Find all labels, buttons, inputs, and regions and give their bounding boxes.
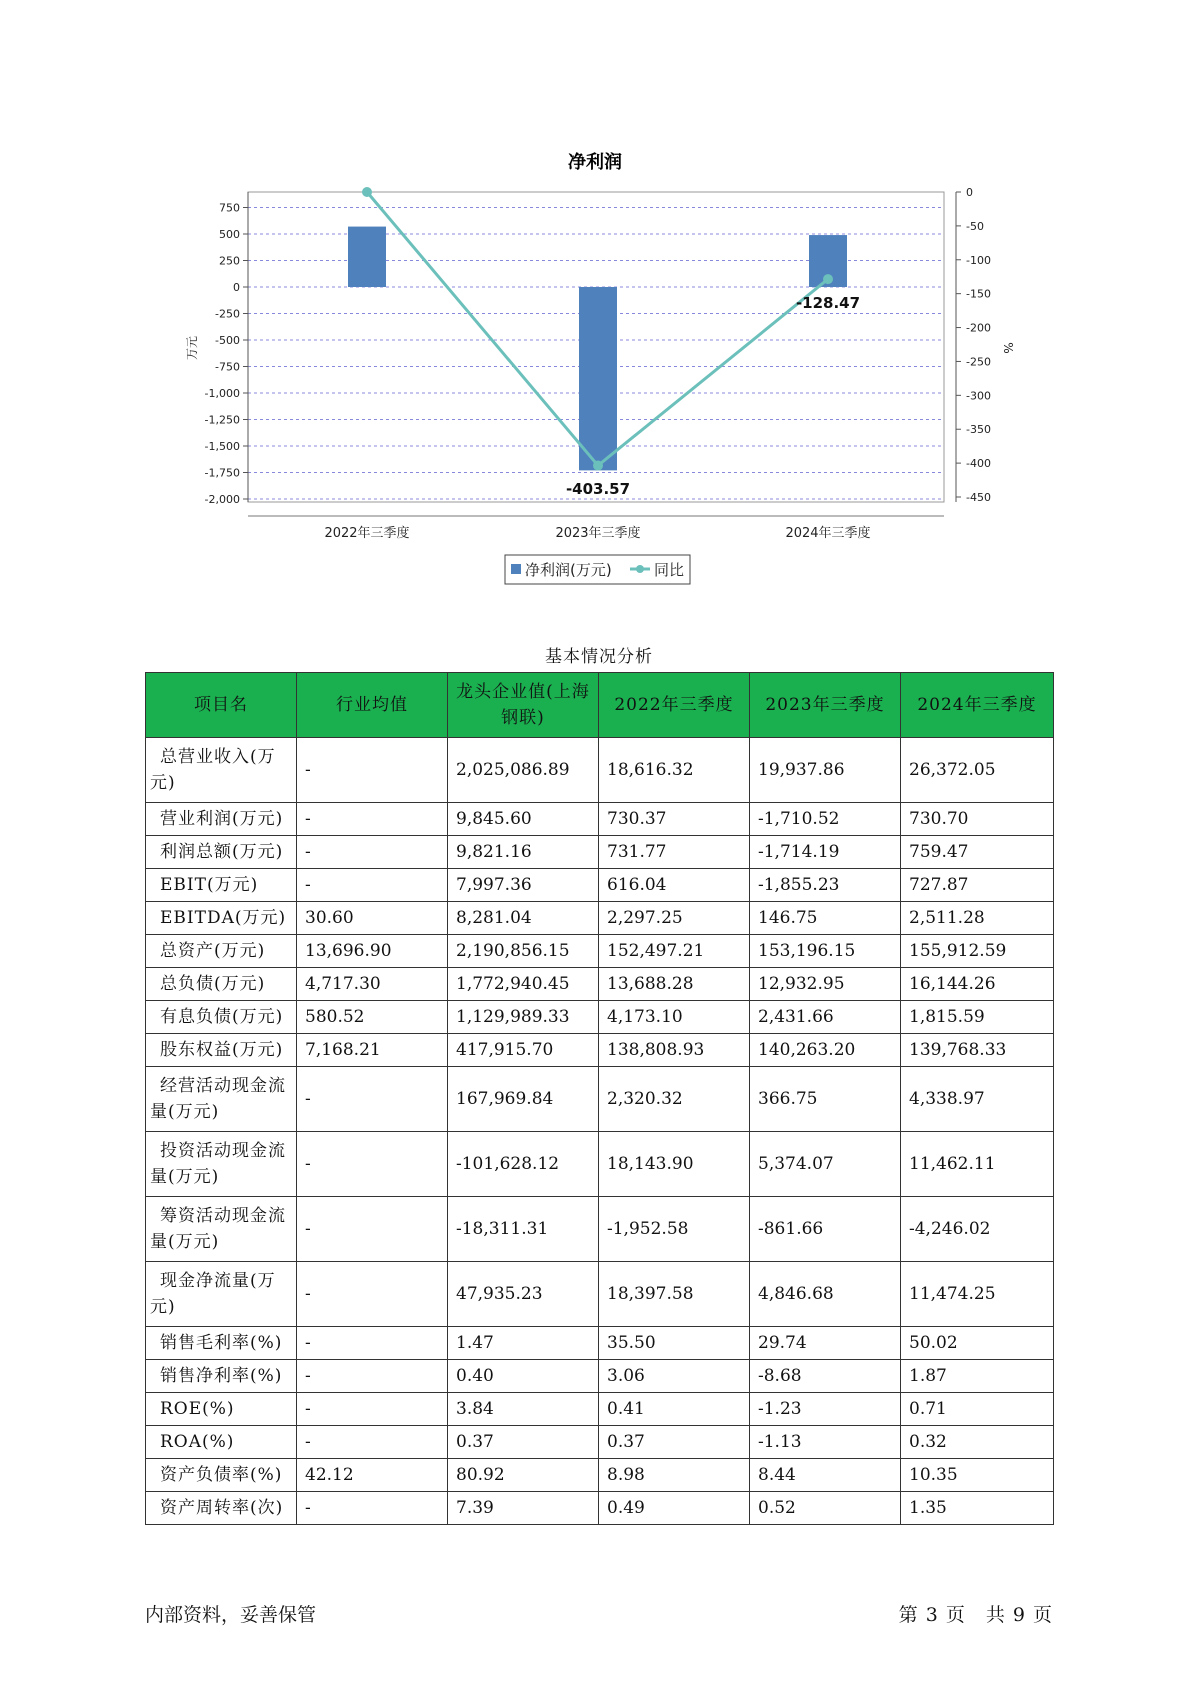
cell-leader-value: 0.37 — [448, 1426, 599, 1459]
cell-leader-value: 9,821.16 — [448, 836, 599, 869]
cell-industry-avg: - — [297, 1262, 448, 1327]
cell-2022q3: 2,297.25 — [599, 902, 750, 935]
row-name: ROA(%) — [160, 1432, 235, 1452]
footer-page-number: 第 3 页 共 9 页 — [898, 1604, 1053, 1626]
cell-2022q3: 13,688.28 — [599, 968, 750, 1001]
table-row — [146, 935, 1054, 968]
header-industry-avg: 行业均值 — [297, 673, 448, 738]
cell-2023q3: 12,932.95 — [750, 968, 901, 1001]
right-tick-label: -300 — [966, 389, 991, 403]
table-row — [146, 1034, 1054, 1067]
cell-2024q3: 11,462.11 — [901, 1132, 1054, 1197]
left-tick-label: -1,750 — [204, 466, 240, 480]
left-tick-label: -1,500 — [204, 440, 240, 453]
cell-2022q3: 138,808.93 — [599, 1034, 750, 1067]
cell-leader-value: 417,915.70 — [448, 1034, 599, 1067]
series-point — [362, 187, 372, 197]
bar — [348, 227, 386, 287]
cell-2023q3: 4,846.68 — [750, 1262, 901, 1327]
row-name: EBITDA(万元) — [160, 908, 287, 928]
cell-industry-avg: - — [297, 1197, 448, 1262]
row-name: 筹资活动现金流量(万元) — [150, 1206, 286, 1252]
row-name: 股东权益(万元) — [160, 1040, 284, 1060]
cell-2023q3: -1,710.52 — [750, 803, 901, 836]
footer-confidential-note: 内部资料，妥善保管 — [145, 1604, 317, 1626]
cell-2022q3: 152,497.21 — [599, 935, 750, 968]
row-name: 销售净利率(%) — [160, 1366, 283, 1386]
cell-2023q3: 19,937.86 — [750, 738, 901, 803]
data-label: -403.57 — [565, 480, 631, 498]
table-row — [146, 1132, 1054, 1197]
cell-leader-value: 80.92 — [448, 1459, 599, 1492]
cell-industry-avg: - — [297, 803, 448, 836]
table-row — [146, 869, 1054, 902]
table-row — [146, 968, 1054, 1001]
cell-industry-avg: - — [297, 1132, 448, 1197]
chart-title: 净利润 — [568, 152, 622, 173]
category-label: 2023年三季度 — [555, 526, 641, 541]
cell-2022q3: 731.77 — [599, 836, 750, 869]
row-name-cell — [146, 869, 297, 902]
cell-2023q3: 2,431.66 — [750, 1001, 901, 1034]
cell-leader-value: 9,845.60 — [448, 803, 599, 836]
cell-2023q3: -861.66 — [750, 1197, 901, 1262]
row-name-cell — [146, 1067, 297, 1132]
cell-2023q3: 8.44 — [750, 1459, 901, 1492]
row-name: 总营业收入(万元) — [150, 747, 276, 793]
basic-analysis-table — [145, 672, 1054, 1525]
row-name-cell — [146, 1393, 297, 1426]
cell-2022q3: 616.04 — [599, 869, 750, 902]
cell-leader-value: 8,281.04 — [448, 902, 599, 935]
cell-leader-value: 47,935.23 — [448, 1262, 599, 1327]
cell-2022q3: 18,143.90 — [599, 1132, 750, 1197]
row-name: 资产负债率(%) — [160, 1465, 283, 1485]
legend-bar-swatch — [511, 564, 521, 574]
cell-2024q3: 730.70 — [901, 803, 1054, 836]
right-tick-label: -350 — [966, 423, 991, 437]
cell-2023q3: 153,196.15 — [750, 935, 901, 968]
row-name: 销售毛利率(%) — [160, 1333, 283, 1353]
cell-industry-avg: - — [297, 836, 448, 869]
left-tick-label: -1,250 — [204, 413, 240, 427]
legend-bar-label: 净利润(万元) — [525, 561, 612, 579]
cell-industry-avg: - — [297, 1360, 448, 1393]
right-tick-label: 0 — [966, 186, 973, 199]
row-name: EBIT(万元) — [160, 875, 259, 895]
row-name-cell — [146, 1262, 297, 1327]
row-name-cell — [146, 836, 297, 869]
cell-2022q3: 0.41 — [599, 1393, 750, 1426]
cell-2024q3: 11,474.25 — [901, 1262, 1054, 1327]
table-row — [146, 1001, 1054, 1034]
table-caption: 基本情况分析 — [545, 647, 653, 667]
cell-industry-avg: 580.52 — [297, 1001, 448, 1034]
cell-industry-avg: 30.60 — [297, 902, 448, 935]
cell-2024q3: -4,246.02 — [901, 1197, 1054, 1262]
cell-2023q3: -1,855.23 — [750, 869, 901, 902]
cell-2023q3: 366.75 — [750, 1067, 901, 1132]
right-tick-label: -250 — [966, 355, 991, 369]
left-tick-label: 0 — [233, 281, 240, 294]
cell-industry-avg: - — [297, 738, 448, 803]
cell-industry-avg: 13,696.90 — [297, 935, 448, 968]
cell-industry-avg: 4,717.30 — [297, 968, 448, 1001]
cell-2023q3: 5,374.07 — [750, 1132, 901, 1197]
right-tick-label: -450 — [966, 491, 991, 504]
table-row — [146, 836, 1054, 869]
left-tick-label: 500 — [219, 228, 240, 241]
cell-2023q3: 29.74 — [750, 1327, 901, 1360]
cell-2022q3: 0.49 — [599, 1492, 750, 1525]
row-name: 投资活动现金流量(万元) — [150, 1141, 286, 1187]
cell-2024q3: 10.35 — [901, 1459, 1054, 1492]
cell-2024q3: 1.87 — [901, 1360, 1054, 1393]
left-tick-label: -1,000 — [204, 387, 240, 400]
y-axis-label: 万元 — [185, 335, 199, 361]
row-name: 利润总额(万元) — [160, 842, 284, 862]
left-tick-label: -250 — [215, 307, 240, 321]
table-row — [146, 1327, 1054, 1360]
cell-leader-value: 3.84 — [448, 1393, 599, 1426]
right-tick-label: -100 — [966, 253, 991, 267]
left-tick-label: 250 — [219, 254, 240, 268]
row-name-cell — [146, 1426, 297, 1459]
cell-2023q3: 140,263.20 — [750, 1034, 901, 1067]
table-row — [146, 1067, 1054, 1132]
legend-line-label: 同比 — [654, 561, 685, 579]
cell-2022q3: 18,397.58 — [599, 1262, 750, 1327]
table-row — [146, 738, 1054, 803]
row-name: 营业利润(万元) — [160, 809, 284, 829]
bar — [579, 287, 617, 470]
series-point — [823, 274, 833, 284]
cell-industry-avg: - — [297, 1393, 448, 1426]
cell-industry-avg: 7,168.21 — [297, 1034, 448, 1067]
right-tick-label: -200 — [966, 321, 991, 335]
row-name-cell — [146, 935, 297, 968]
right-tick-label: -150 — [966, 287, 991, 301]
left-tick-label: 750 — [219, 201, 240, 215]
cell-2022q3: 18,616.32 — [599, 738, 750, 803]
table-row — [146, 1459, 1054, 1492]
table-row — [146, 902, 1054, 935]
row-name-cell — [146, 902, 297, 935]
row-name-cell — [146, 1492, 297, 1525]
cell-leader-value: -18,311.31 — [448, 1197, 599, 1262]
table-row — [146, 1197, 1054, 1262]
row-name-cell — [146, 803, 297, 836]
cell-industry-avg: - — [297, 1327, 448, 1360]
cell-leader-value: 1,129,989.33 — [448, 1001, 599, 1034]
header-2022q3: 2022年三季度 — [599, 673, 750, 738]
cell-2022q3: 8.98 — [599, 1459, 750, 1492]
cell-2022q3: 730.37 — [599, 803, 750, 836]
header-2024q3: 2024年三季度 — [901, 673, 1054, 738]
category-label: 2022年三季度 — [324, 526, 410, 541]
cell-leader-value: 2,190,856.15 — [448, 935, 599, 968]
cell-2024q3: 155,912.59 — [901, 935, 1054, 968]
row-name-cell — [146, 1327, 297, 1360]
row-name: ROE(%) — [160, 1399, 235, 1419]
cell-2022q3: -1,952.58 — [599, 1197, 750, 1262]
net-profit-chart — [0, 0, 1191, 600]
cell-2024q3: 139,768.33 — [901, 1034, 1054, 1067]
table-header-row — [146, 673, 1054, 738]
row-name-cell — [146, 968, 297, 1001]
table-row — [146, 1426, 1054, 1459]
data-label: -128.47 — [795, 294, 861, 312]
row-name-cell — [146, 1132, 297, 1197]
series-point — [593, 461, 603, 471]
row-name: 资产周转率(次) — [160, 1498, 284, 1518]
cell-2024q3: 16,144.26 — [901, 968, 1054, 1001]
left-tick-label: -500 — [215, 334, 240, 347]
left-tick-label: -2,000 — [204, 493, 240, 506]
row-name-cell — [146, 1360, 297, 1393]
cell-industry-avg: - — [297, 1067, 448, 1132]
row-name: 经营活动现金流量(万元) — [150, 1076, 286, 1122]
table-row — [146, 1262, 1054, 1327]
cell-2022q3: 35.50 — [599, 1327, 750, 1360]
cell-2024q3: 2,511.28 — [901, 902, 1054, 935]
cell-industry-avg: - — [297, 1492, 448, 1525]
cell-leader-value: 2,025,086.89 — [448, 738, 599, 803]
row-name-cell — [146, 738, 297, 803]
cell-leader-value: 0.40 — [448, 1360, 599, 1393]
cell-2023q3: 146.75 — [750, 902, 901, 935]
cell-2023q3: -1,714.19 — [750, 836, 901, 869]
table-row — [146, 1360, 1054, 1393]
cell-2024q3: 0.32 — [901, 1426, 1054, 1459]
row-name: 现金净流量(万元) — [150, 1271, 276, 1317]
row-name: 总资产(万元) — [160, 941, 266, 961]
row-name-cell — [146, 1001, 297, 1034]
cell-2024q3: 727.87 — [901, 869, 1054, 902]
cell-2024q3: 759.47 — [901, 836, 1054, 869]
cell-2022q3: 2,320.32 — [599, 1067, 750, 1132]
right-tick-label: -400 — [966, 457, 991, 471]
legend-line-marker — [636, 565, 644, 573]
cell-industry-avg: - — [297, 869, 448, 902]
category-label: 2024年三季度 — [785, 526, 871, 541]
cell-2024q3: 26,372.05 — [901, 738, 1054, 803]
cell-2024q3: 50.02 — [901, 1327, 1054, 1360]
y2-axis-label: % — [1001, 342, 1015, 354]
cell-2024q3: 1,815.59 — [901, 1001, 1054, 1034]
cell-leader-value: 7,997.36 — [448, 869, 599, 902]
cell-2022q3: 3.06 — [599, 1360, 750, 1393]
cell-2023q3: -1.23 — [750, 1393, 901, 1426]
cell-leader-value: -101,628.12 — [448, 1132, 599, 1197]
table-row — [146, 803, 1054, 836]
cell-2023q3: -1.13 — [750, 1426, 901, 1459]
cell-2022q3: 0.37 — [599, 1426, 750, 1459]
left-tick-label: -750 — [215, 360, 240, 374]
cell-2023q3: 0.52 — [750, 1492, 901, 1525]
row-name-cell — [146, 1197, 297, 1262]
cell-leader-value: 1.47 — [448, 1327, 599, 1360]
row-name-cell — [146, 1034, 297, 1067]
cell-leader-value: 7.39 — [448, 1492, 599, 1525]
cell-2023q3: -8.68 — [750, 1360, 901, 1393]
cell-industry-avg: 42.12 — [297, 1459, 448, 1492]
header-leader-value: 龙头企业值(上海钢联) — [448, 673, 599, 738]
cell-leader-value: 167,969.84 — [448, 1067, 599, 1132]
cell-2022q3: 4,173.10 — [599, 1001, 750, 1034]
table-row — [146, 1492, 1054, 1525]
row-name: 总负债(万元) — [160, 974, 266, 994]
row-name-cell — [146, 1459, 297, 1492]
cell-leader-value: 1,772,940.45 — [448, 968, 599, 1001]
row-name: 有息负债(万元) — [160, 1007, 284, 1027]
table-row — [146, 1393, 1054, 1426]
cell-2024q3: 1.35 — [901, 1492, 1054, 1525]
cell-2024q3: 4,338.97 — [901, 1067, 1054, 1132]
header-2023q3: 2023年三季度 — [750, 673, 901, 738]
cell-2024q3: 0.71 — [901, 1393, 1054, 1426]
header-item-name: 项目名 — [146, 673, 297, 738]
cell-industry-avg: - — [297, 1426, 448, 1459]
right-tick-label: -50 — [966, 219, 984, 233]
